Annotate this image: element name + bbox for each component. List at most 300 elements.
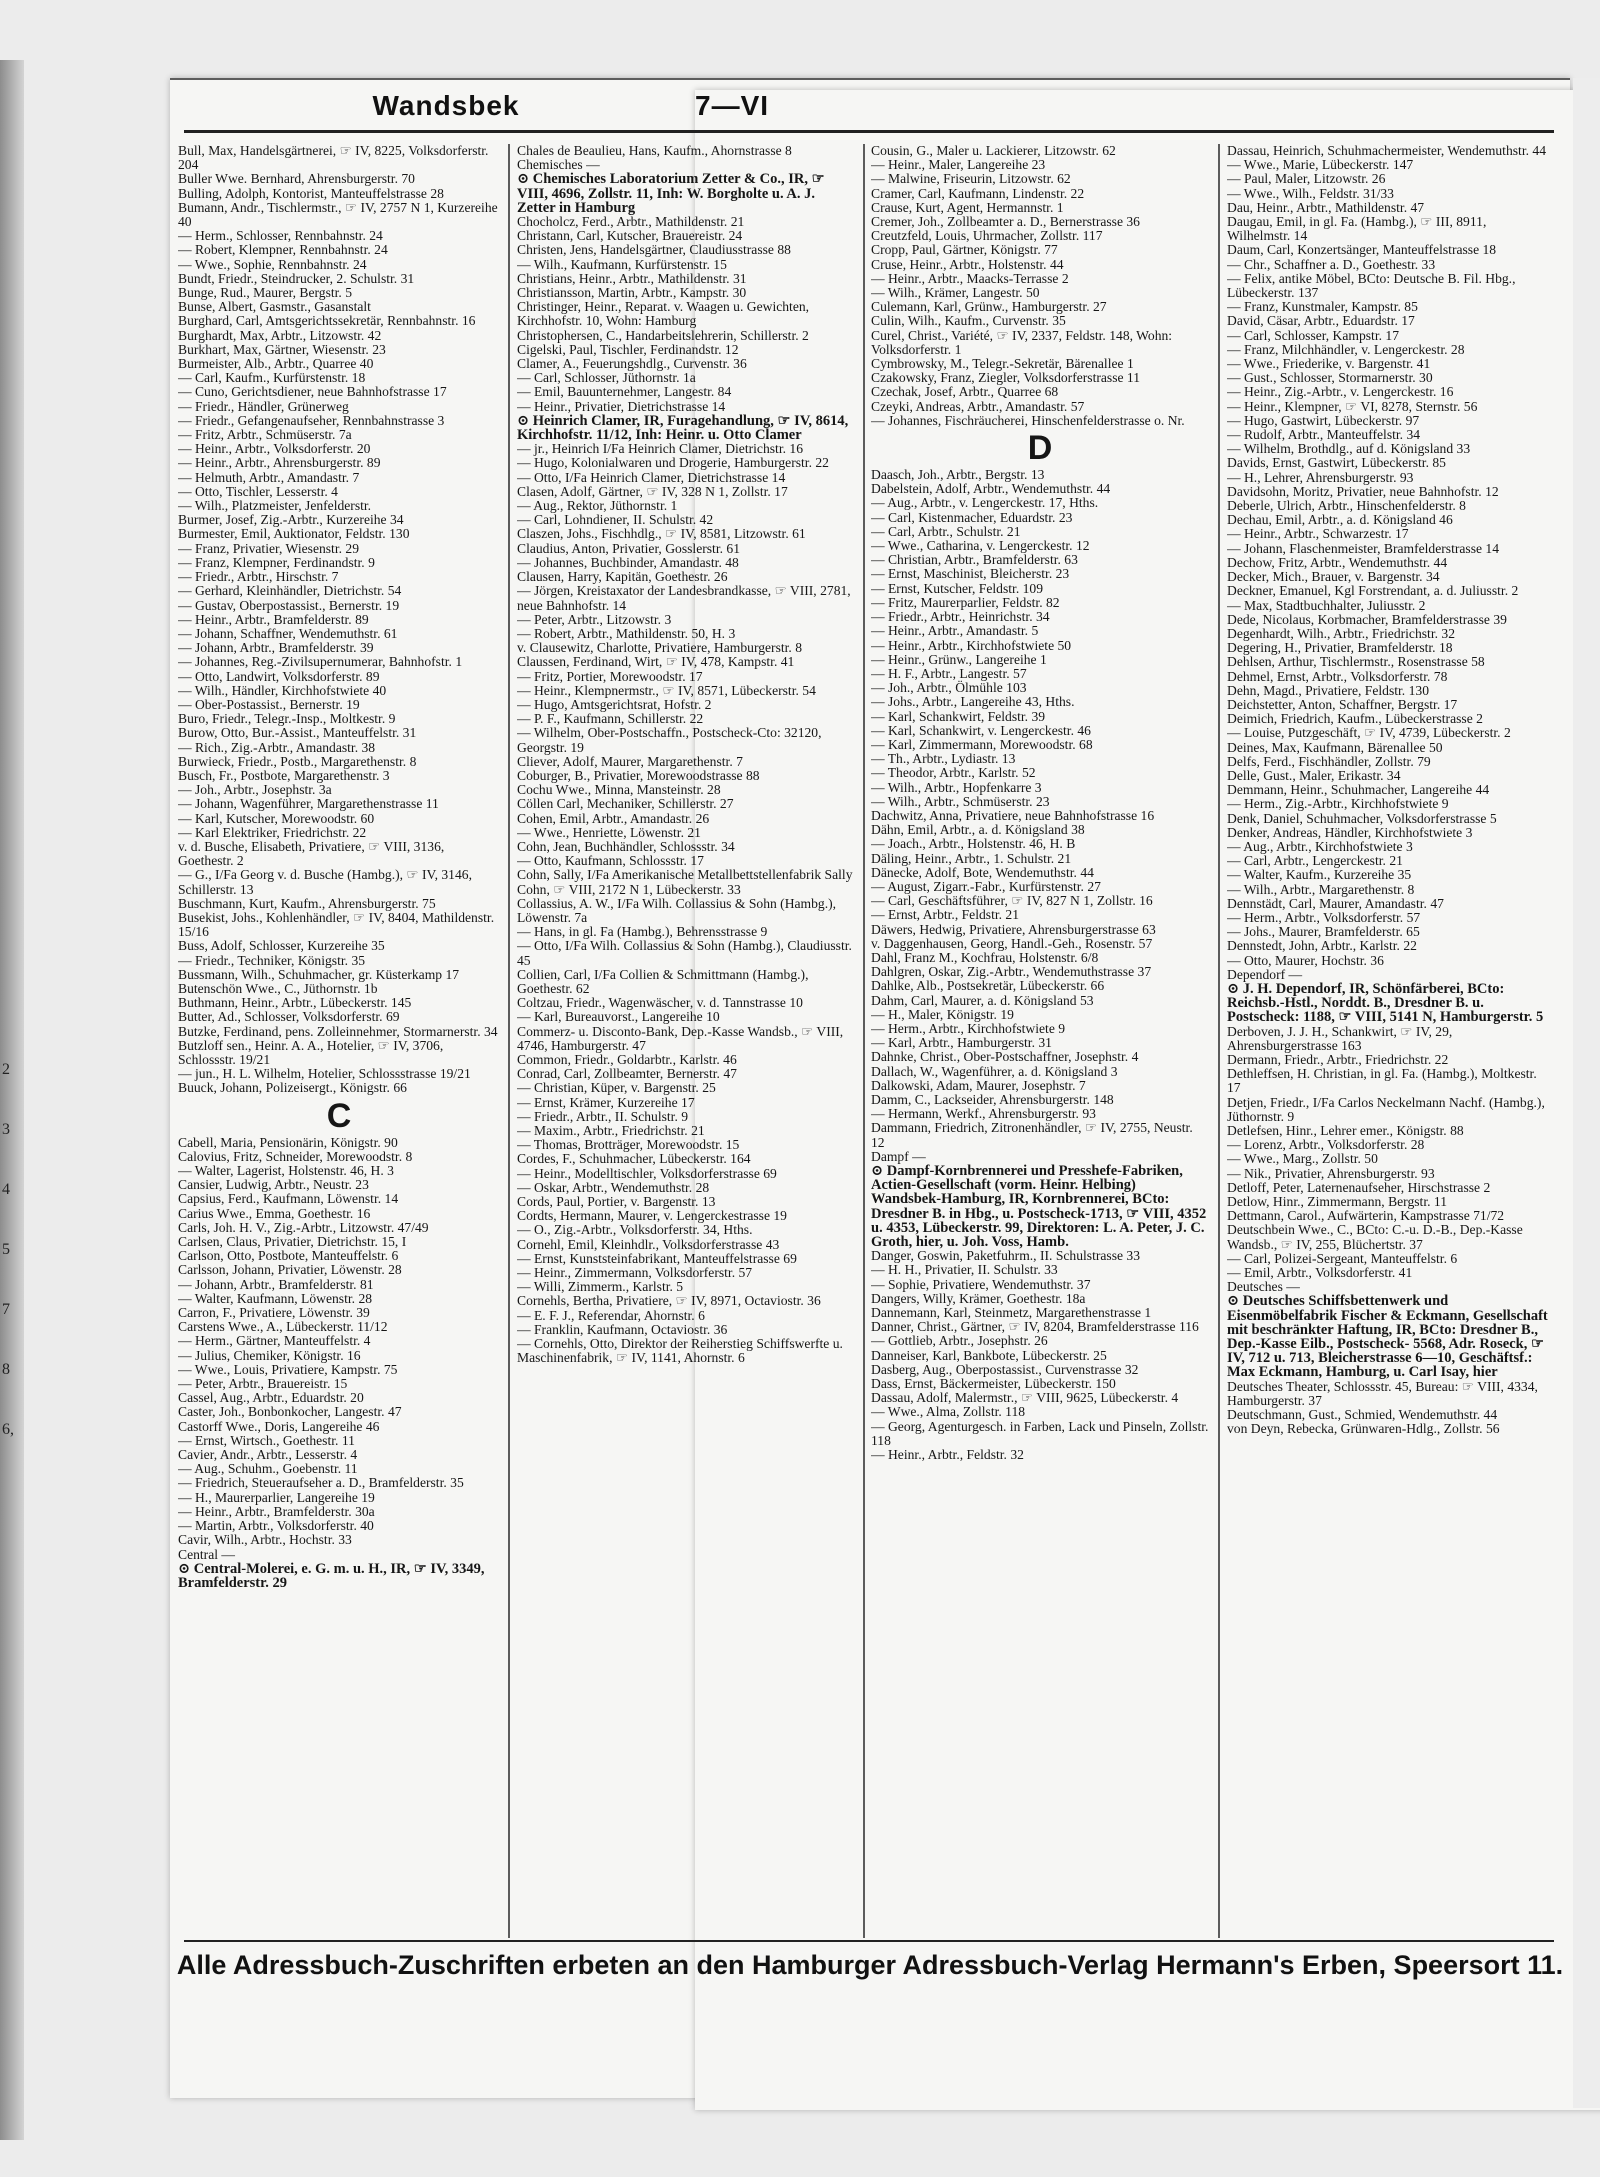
directory-entry: Clamer, A., Feuerungshdlg., Curvenstr. 36 xyxy=(517,356,747,372)
directory-entry: Davids, Ernst, Gastwirt, Lübeckerstr. 85 xyxy=(1227,455,1446,471)
directory-entry: — Christian, Küper, v. Bargenstr. 25 xyxy=(517,1080,716,1096)
directory-entry: Detloff, Peter, Laternenaufseher, Hirschstrasse 2 xyxy=(1227,1179,1491,1195)
directory-entry: — Karl, Zimmermann, Morewoodstr. 68 xyxy=(871,736,1093,752)
directory-entry: Carius Wwe., Emma, Goethestr. 16 xyxy=(178,1205,371,1221)
directory-entry: — Gust., Schlosser, Stormarnerstr. 30 xyxy=(1227,370,1433,386)
directory-entry: von Deyn, Rebecka, Grünwaren-Hdlg., Zollstr. 56 xyxy=(1227,1421,1500,1437)
directory-column-3 xyxy=(871,144,1209,1938)
directory-entry: — Johann, Flaschenmeister, Bramfelderstrasse 14 xyxy=(1227,540,1500,556)
directory-entry: Cavier, Andr., Arbtr., Lesserstr. 4 xyxy=(178,1447,358,1463)
directory-entry: — Hugo, Kolonialwaren und Drogerie, Hamburgerstr. 22 xyxy=(517,455,829,471)
directory-entry: — Heinr., Arbtr., Ahrensburgerstr. 89 xyxy=(178,455,381,471)
directory-entry: Chales de Beaulieu, Hans, Kaufm., Ahornstrasse 8 xyxy=(517,144,792,158)
directory-entry: Culemann, Karl, Grünw., Hamburgerstr. 27 xyxy=(871,299,1107,315)
directory-entry: — Herm., Schlosser, Rennbahnstr. 24 xyxy=(178,228,383,244)
directory-entry: — Wilh., Arbtr., Schmüserstr. 23 xyxy=(871,793,1050,809)
directory-entry: Culin, Wilh., Kaufm., Curvenstr. 35 xyxy=(871,313,1066,329)
directory-entry: Dechau, Emil, Arbtr., a. d. Königsland 46 xyxy=(1227,512,1453,528)
directory-entry: Dabelstein, Adolf, Arbtr., Wendemuthstr. 44 xyxy=(871,481,1111,497)
directory-entry: — Wwe., Marg., Zollstr. 50 xyxy=(1227,1151,1378,1167)
directory-entry: Burghard, Carl, Amtsgerichtssekretär, Rennbahnstr. 16 xyxy=(178,313,476,329)
directory-entry: — Herm., Zig.-Arbtr., Kirchhofstwiete 9 xyxy=(1227,796,1449,812)
directory-entry: — Wilh., Händler, Kirchhofstwiete 40 xyxy=(178,682,387,698)
section-letter: C xyxy=(326,1096,352,1135)
directory-entry: — Fritz, Portier, Morewoodstr. 17 xyxy=(517,668,703,684)
directory-entry: Danger, Goswin, Paketfuhrm., II. Schulstrasse 33 xyxy=(871,1248,1141,1264)
directory-entry: Bulling, Adolph, Kontorist, Manteuffelstrasse 28 xyxy=(178,185,444,201)
directory-entry: — Ernst, Krämer, Kurzereihe 17 xyxy=(517,1094,695,1110)
header-page-number: 7—VI xyxy=(695,90,1600,2110)
directory-entry: — Julius, Chemiker, Königstr. 16 xyxy=(178,1347,361,1363)
directory-entry: Dangers, Willy, Krämer, Goethestr. 18a xyxy=(871,1290,1086,1306)
directory-entry: — Franz, Klempner, Ferdinandstr. 9 xyxy=(178,554,375,570)
directory-entry: — Gottlieb, Arbtr., Josephstr. 26 xyxy=(871,1333,1048,1349)
directory-entry: Deutschbein Wwe., C., BCto: C.-u. D.-B., Dep.-Kasse Wandsb., ☞ IV, 255, Blüchertstr. 37 xyxy=(1227,1222,1523,1252)
page-header xyxy=(170,90,1570,142)
directory-entry: — Wwe., Alma, Zollstr. 118 xyxy=(871,1404,1026,1420)
directory-entry: Cöllen Carl, Mechaniker, Schillerstr. 27 xyxy=(517,796,734,812)
directory-entry: Collien, Carl, I/Fa Collien & Schmittmann (Hambg.), Goethestr. 62 xyxy=(517,966,809,996)
directory-entry: Demmann, Heinr., Schuhmacher, Langereihe 44 xyxy=(1227,782,1490,798)
directory-entry: — Hans, in gl. Fa (Hambg.), Behrensstrasse 9 xyxy=(517,924,768,940)
directory-entry: — Friedr., Händler, Grünerweg xyxy=(178,398,349,414)
directory-entry: — Johann, Arbtr., Bramfelderstr. 39 xyxy=(178,640,374,656)
directory-entry: — Paul, Maler, Litzowstr. 26 xyxy=(1227,171,1386,187)
directory-entry: — Carl, Arbtr., Lengerckestr. 21 xyxy=(1227,853,1403,869)
top-border xyxy=(170,78,1570,80)
directory-entry: — Wilh., Platzmeister, Jenfelderstr. xyxy=(178,498,372,514)
directory-entry: Davidsohn, Moritz, Privatier, neue Bahnhofstr. 12 xyxy=(1227,483,1499,499)
edge-number: 7 xyxy=(2,1301,10,1318)
directory-entry: Burmester, Emil, Auktionator, Feldstr. 130 xyxy=(178,526,410,542)
directory-entry: Buller Wwe. Bernhard, Ahrensburgerstr. 70 xyxy=(178,171,415,187)
directory-entry: Cabell, Maria, Pensionärin, Königstr. 90 xyxy=(178,1134,398,1150)
directory-entry: — Wwe., Henriette, Löwenstr. 21 xyxy=(517,824,701,840)
directory-entry: — Ernst, Kunststeinfabrikant, Manteuffelstrasse 69 xyxy=(517,1250,797,1266)
directory-entry: Dasberg, Aug., Oberpostassist., Curvenstrasse 32 xyxy=(871,1361,1139,1377)
directory-entry: Cramer, Carl, Kaufmann, Lindenstr. 22 xyxy=(871,185,1085,201)
directory-entry: Degenhardt, Wilh., Arbtr., Friedrichstr. 32 xyxy=(1227,625,1455,641)
directory-entry: Cigelski, Paul, Tischler, Ferdinandstr. 12 xyxy=(517,341,739,357)
directory-entry: Bull, Max, Handelsgärtnerei, ☞ IV, 8225, Volksdorferstr. 204 xyxy=(178,144,489,173)
directory-entry: — Carl, Arbtr., Schulstr. 21 xyxy=(871,523,1021,539)
directory-entry: — Oskar, Arbtr., Wendemuthstr. 28 xyxy=(517,1179,710,1195)
directory-entry: Detjen, Friedr., I/Fa Carlos Neckelmann Nachf. (Hambg.), Jüthornstr. 9 xyxy=(1227,1094,1545,1124)
directory-entry: — Heinr., Arbtr., Schwarzestr. 17 xyxy=(1227,526,1409,542)
directory-entry: Calovius, Fritz, Schneider, Morewoodstr. 8 xyxy=(178,1148,413,1164)
directory-entry: — Heinr., Arbtr., Maacks-Terrasse 2 xyxy=(871,270,1069,286)
directory-entry: Cornehl, Emil, Kleinhdlr., Volksdorferstrasse 43 xyxy=(517,1236,780,1252)
directory-entry: Deberle, Ulrich, Arbtr., Hinschenfelderstr. 8 xyxy=(1227,498,1466,514)
directory-entry: Czeyki, Andreas, Arbtr., Amandastr. 57 xyxy=(871,398,1085,414)
directory-entry: Conrad, Carl, Zollbeamter, Bernerstr. 47 xyxy=(517,1066,737,1082)
directory-entry: Dahm, Carl, Maurer, a. d. Königsland 53 xyxy=(871,992,1094,1008)
directory-entry: Carls, Joh. H. V., Zig.-Arbtr., Litzowstr. 47/49 xyxy=(178,1219,429,1235)
directory-entry: Claudius, Anton, Privatier, Gosslerstr. 61 xyxy=(517,540,740,556)
directory-entry: Degering, H., Privatier, Bramfelderstr. 18 xyxy=(1227,640,1453,656)
footer-rule xyxy=(184,1940,1554,1942)
directory-entry: Deines, Max, Kaufmann, Bärenallee 50 xyxy=(1227,739,1443,755)
directory-entry: — Johann, Wagenführer, Margarethenstrasse 11 xyxy=(178,796,439,812)
directory-entry: — O., Zig.-Arbtr., Volksdorferstr. 34, Hths. xyxy=(517,1222,753,1238)
directory-entry: — Heinr., Klempner, ☞ VI, 8278, Sternstr. 56 xyxy=(1227,398,1478,414)
directory-entry: Burmer, Josef, Zig.-Arbtr., Kurzereihe 34 xyxy=(178,512,404,528)
directory-entry: Buuck, Johann, Polizeisergt., Königstr. 66 xyxy=(178,1080,407,1096)
directory-column-1 xyxy=(178,144,500,1938)
directory-entry: Cavir, Wilh., Arbtr., Hochstr. 33 xyxy=(178,1532,352,1548)
directory-entry: Deutsches Theater, Schlossstr. 45, Bureau: ☞ VIII, 4334, Hamburgerstr. 37 xyxy=(1227,1378,1538,1408)
directory-entry: — Heinr., Zimmermann, Volksdorferstr. 57 xyxy=(517,1265,753,1281)
directory-entry: — Max, Stadtbuchhalter, Juliusstr. 2 xyxy=(1227,597,1426,613)
scan-right-margin xyxy=(1573,78,1600,2108)
directory-entry: — H. F., Arbtr., Langestr. 57 xyxy=(871,665,1027,681)
directory-entry: Dähn, Emil, Arbtr., a. d. Königsland 38 xyxy=(871,822,1085,838)
directory-entry: — Walter, Kaufm., Kurzereihe 35 xyxy=(1227,867,1412,883)
directory-entry: Dennstädt, Carl, Maurer, Amandastr. 47 xyxy=(1227,895,1444,911)
directory-entry: Detlefsen, Hinr., Lehrer emer., Königstr. 88 xyxy=(1227,1123,1464,1139)
directory-entry: Cornehls, Bertha, Privatiere, ☞ IV, 8971, Octaviostr. 36 xyxy=(517,1293,821,1309)
directory-entry: Deutschmann, Gust., Schmied, Wendemuthstr. 44 xyxy=(1227,1407,1498,1423)
directory-entry: Cropp, Paul, Gärtner, Königstr. 77 xyxy=(871,242,1058,258)
directory-entry: Dampf — xyxy=(871,1148,926,1164)
directory-entry: — Heinr., Arbtr., Bramfelderstr. 30a xyxy=(178,1503,375,1519)
directory-entry: — Karl Elektriker, Friedrichstr. 22 xyxy=(178,824,367,840)
directory-entry: Busch, Fr., Postbote, Margarethenstr. 3 xyxy=(178,767,390,783)
directory-entry: Christen, Jens, Handelsgärtner, Claudiusstrasse 88 xyxy=(517,242,791,258)
directory-entry: — Peter, Arbtr., Brauereistr. 15 xyxy=(178,1376,348,1392)
directory-entry: Detlow, Hinr., Zimmermann, Bergstr. 11 xyxy=(1227,1194,1447,1210)
directory-entry: — Emil, Bauunternehmer, Langestr. 84 xyxy=(517,384,732,400)
directory-entry: Deimich, Friedrich, Kaufm., Lübeckerstrasse 2 xyxy=(1227,711,1483,727)
directory-entry: Dassau, Adolf, Malermstr., ☞ VIII, 9625, Lübeckerstr. 4 xyxy=(871,1390,1179,1406)
directory-entry: Dede, Nicolaus, Korbmacher, Bramfelderstrasse 39 xyxy=(1227,611,1507,627)
directory-entry: — Karl, Arbtr., Hamburgerstr. 31 xyxy=(871,1035,1052,1051)
directory-entry: Burwieck, Friedr., Postb., Margarethenstr. 8 xyxy=(178,753,417,769)
directory-entry: Coburger, B., Privatier, Morewoodstrasse 88 xyxy=(517,767,760,783)
directory-entry: v. Daggenhausen, Georg, Handl.-Geh., Rosenstr. 57 xyxy=(871,935,1153,951)
directory-entry: Deichstetter, Anton, Schaffner, Bergstr. 17 xyxy=(1227,696,1458,712)
directory-entry: Dammann, Friedrich, Zitronenhändler, ☞ IV, 2755, Neustr. 12 xyxy=(871,1120,1193,1150)
directory-entry: — Karl, Schankwirt, v. Lengerckestr. 46 xyxy=(871,722,1091,738)
column-divider xyxy=(508,144,510,1938)
directory-entry: — Herm., Arbtr., Volksdorferstr. 57 xyxy=(1227,909,1421,925)
directory-entry: — August, Zigarr.-Fabr., Kurfürstenstr. 27 xyxy=(871,878,1101,894)
directory-entry: Clasen, Adolf, Gärtner, ☞ IV, 328 N 1, Zollstr. 17 xyxy=(517,483,788,499)
directory-entry: Carlson, Otto, Postbote, Manteuffelstr. 6 xyxy=(178,1248,399,1264)
directory-entry: — Johannes, Buchbinder, Amandastr. 48 xyxy=(517,554,739,570)
directory-entry: Dalkowski, Adam, Maurer, Josephstr. 7 xyxy=(871,1077,1086,1093)
directory-entry: — Franz, Privatier, Wiesenstr. 29 xyxy=(178,540,360,556)
directory-entry: — Aug., Arbtr., v. Lengerckestr. 17, Hths. xyxy=(871,495,1099,511)
directory-entry: Cymbrowsky, M., Telegr.-Sekretär, Bärenallee 1 xyxy=(871,356,1134,372)
directory-entry: Christinger, Heinr., Reparat. v. Waagen u. Gewichten, Kirchhofstr. 10, Wohn: Hamburg xyxy=(517,299,810,329)
directory-entry: Dassau, Heinrich, Schuhmachermeister, Wendemuthstr. 44 xyxy=(1227,144,1546,158)
directory-entry: — Georg, Agenturgesch. in Farben, Lack und Pinseln, Zollstr. 118 xyxy=(871,1418,1209,1448)
directory-entry: — Chr., Schaffner a. D., Goethestr. 33 xyxy=(1227,256,1436,272)
directory-entry: Dahl, Franz M., Kochfrau, Holstenstr. 6/8 xyxy=(871,949,1099,965)
directory-page xyxy=(170,78,1570,2098)
directory-entry: — Gerhard, Kleinhändler, Dietrichstr. 54 xyxy=(178,583,402,599)
directory-entry: — Lorenz, Arbtr., Volksdorferstr. 28 xyxy=(1227,1137,1425,1153)
directory-entry: — Cornehls, Otto, Direktor der Reiherstieg Schiffswerfte u. Maschinenfabrik, ☞ IV, 1141, Ahornstr. 6 xyxy=(517,1336,843,1366)
directory-entry: — Johann, Arbtr., Bramfelderstr. 81 xyxy=(178,1276,374,1292)
directory-entry: Daugau, Emil, in gl. Fa. (Hambg.), ☞ III, 8911, Wilhelmstr. 14 xyxy=(1227,214,1487,244)
directory-entry: — Robert, Arbtr., Mathildenstr. 50, H. 3 xyxy=(517,625,736,641)
directory-entry: Bussmann, Wilh., Schuhmacher, gr. Küsterkamp 17 xyxy=(178,966,460,982)
directory-entry: Dannemann, Karl, Steinmetz, Margarethenstrasse 1 xyxy=(871,1305,1152,1321)
directory-entry: — Rich., Zig.-Arbtr., Amandastr. 38 xyxy=(178,739,376,755)
firm-entry: ⊙ Chemisches Laboratorium Zetter & Co., IR, ☞ VIII, 4696, Zollstr. 11, Inh: W. Borgholte u. A. J. Zetter in Hamburg xyxy=(517,171,825,216)
directory-entry: — Otto, Tischler, Lesserstr. 4 xyxy=(178,483,338,499)
directory-entry: — Emil, Arbtr., Volksdorferstr. 41 xyxy=(1227,1265,1413,1281)
directory-entry: Carron, F., Privatiere, Löwenstr. 39 xyxy=(178,1305,370,1321)
directory-entry: — Joh., Arbtr., Josephstr. 3a xyxy=(178,782,332,798)
directory-entry: — Fritz, Arbtr., Schmüserstr. 7a xyxy=(178,427,352,443)
directory-entry: Derboven, J. J. H., Schankwirt, ☞ IV, 29, Ahrensburgerstrasse 163 xyxy=(1227,1023,1453,1053)
directory-entry: Christians, Heinr., Arbtr., Mathildenstr. 31 xyxy=(517,270,747,286)
directory-column-2 xyxy=(517,144,855,1938)
directory-entry: — Heinr., Zig.-Arbtr., v. Lengerckestr. 16 xyxy=(1227,384,1454,400)
directory-entry: Denk, Daniel, Schuhmacher, Volksdorferstrasse 5 xyxy=(1227,810,1497,826)
directory-entry: — Wilh., Krämer, Langestr. 50 xyxy=(871,285,1040,301)
directory-entry: — Herm., Arbtr., Kirchhofstwiete 9 xyxy=(871,1020,1066,1036)
directory-entry: v. Clausewitz, Charlotte, Privatiere, Hamburgerstr. 8 xyxy=(517,640,803,656)
directory-entry: — Wilh., Arbtr., Hopfenkarre 3 xyxy=(871,779,1042,795)
directory-entry: Däwers, Hedwig, Privatiere, Ahrensburgerstrasse 63 xyxy=(871,921,1156,937)
directory-entry: Burmeister, Alb., Arbtr., Quarree 40 xyxy=(178,356,374,372)
directory-entry: Caster, Joh., Bonbonkocher, Langestr. 47 xyxy=(178,1404,402,1420)
directory-entry: Curel, Christ., Variété, ☞ IV, 2337, Feldstr. 148, Wohn: Volksdorferstr. 1 xyxy=(871,327,1173,357)
directory-entry: Christiansson, Martin, Arbtr., Kampstr. 30 xyxy=(517,285,747,301)
edge-number: 4 xyxy=(2,1181,10,1198)
directory-entry: — Thomas, Brotträger, Morewoodstr. 15 xyxy=(517,1137,740,1153)
directory-entry: — Sophie, Privatiere, Wendemuthstr. 37 xyxy=(871,1276,1091,1292)
directory-entry: Cohen, Emil, Arbtr., Amandastr. 26 xyxy=(517,810,710,826)
directory-entry: Cordts, Hermann, Maurer, v. Lengerckestrasse 19 xyxy=(517,1208,787,1224)
directory-entry: — Friedr., Techniker, Königstr. 35 xyxy=(178,952,366,968)
header-left-title: Wandsbek xyxy=(372,90,520,121)
directory-entry: — Wwe., Wilh., Feldstr. 31/33 xyxy=(1227,185,1394,201)
directory-entry: — H., Maurerparlier, Langereihe 19 xyxy=(178,1489,375,1505)
directory-entry: Christophersen, C., Handarbeitslehrerin, Schillerstr. 2 xyxy=(517,327,809,343)
directory-entry: Chocholcz, Ferd., Arbtr., Mathildenstr. 21 xyxy=(517,214,745,230)
directory-entry: — Jörgen, Kreistaxator der Landesbrandkasse, ☞ VIII, 2781, neue Bahnhofstr. 14 xyxy=(517,583,851,613)
directory-entry: Daasch, Joh., Arbtr., Bergstr. 13 xyxy=(871,467,1045,483)
directory-entry: Dettmann, Carol., Aufwärterin, Kampstrasse 71/72 xyxy=(1227,1208,1505,1224)
edge-number: 6, xyxy=(2,1421,14,1438)
directory-entry: — Ernst, Kutscher, Feldstr. 109 xyxy=(871,580,1044,596)
directory-entry: Coltzau, Friedr., Wagenwäscher, v. d. Tannstrasse 10 xyxy=(517,995,803,1011)
directory-entry: — Friedr., Gefangenaufseher, Rennbahnstrasse 3 xyxy=(178,412,445,428)
header-rule xyxy=(184,130,1554,133)
directory-entry: — P. F., Kaufmann, Schillerstr. 22 xyxy=(517,711,704,727)
directory-entry: — Christian, Arbtr., Bramfelderstr. 63 xyxy=(871,552,1078,568)
directory-entry: — Wilhelm, Brothdlg., auf d. Königsland 33 xyxy=(1227,441,1471,457)
directory-entry: — Aug., Rektor, Jüthornstr. 1 xyxy=(517,498,678,514)
edge-number: 5 xyxy=(2,1241,10,1258)
directory-entry: Dau, Heinr., Arbtr., Mathildenstr. 47 xyxy=(1227,199,1425,215)
edge-number: 8 xyxy=(2,1361,10,1378)
directory-entry: Delfs, Ferd., Fischhändler, Zollstr. 79 xyxy=(1227,753,1431,769)
directory-entry: — Ernst, Arbtr., Feldstr. 21 xyxy=(871,907,1020,923)
directory-entry: Cruse, Heinr., Arbtr., Holstenstr. 44 xyxy=(871,256,1064,272)
directory-entry: — H., Lehrer, Ahrensburgerstr. 93 xyxy=(1227,469,1414,485)
directory-entry: — Heinr., Modelltischler, Volksdorferstrasse 69 xyxy=(517,1165,777,1181)
directory-entry: Crause, Kurt, Agent, Hermannstr. 1 xyxy=(871,199,1064,215)
directory-entry: David, Cäsar, Arbtr., Eduardstr. 17 xyxy=(1227,313,1415,329)
directory-entry: Dänecke, Adolf, Bote, Wendemuthstr. 44 xyxy=(871,864,1094,880)
directory-entry: Christann, Carl, Kutscher, Brauereistr. 24 xyxy=(517,228,743,244)
directory-entry: Cassel, Aug., Arbtr., Eduardstr. 20 xyxy=(178,1390,364,1406)
directory-entry: — H., Maler, Königstr. 19 xyxy=(871,1006,1014,1022)
directory-entry: Carlsson, Johann, Privatier, Löwenstr. 28 xyxy=(178,1262,402,1278)
directory-entry: — Aug., Arbtr., Kirchhofstwiete 3 xyxy=(1227,838,1413,854)
directory-entry: Danner, Christ., Gärtner, ☞ IV, 8204, Bramfelderstrasse 116 xyxy=(871,1319,1199,1335)
directory-entry: — Wwe., Louis, Privatiere, Kampstr. 75 xyxy=(178,1361,398,1377)
directory-entry: Dermann, Friedr., Arbtr., Friedrichstr. 22 xyxy=(1227,1052,1449,1067)
directory-entry: Czakowsky, Franz, Ziegler, Volksdorferstrasse 11 xyxy=(871,370,1141,386)
directory-entry: Capsius, Ferd., Kaufmann, Löwenstr. 14 xyxy=(178,1191,399,1207)
directory-entry: — Maxim., Arbtr., Friedrichstr. 21 xyxy=(517,1123,705,1139)
directory-entry: — Carl, Polizei-Sergeant, Manteuffelstr. 6 xyxy=(1227,1250,1458,1266)
publisher-footer: Alle Adressbuch-Zuschriften erbeten an den Hamburger Adressbuch-Verlag Hermann's Erben, Speersort 11. xyxy=(176,1950,1564,1980)
directory-entry: — Rudolf, Arbtr., Manteuffelstr. 34 xyxy=(1227,427,1421,443)
directory-entry: — Walter, Kaufmann, Löwenstr. 28 xyxy=(178,1290,373,1306)
directory-entry: Carlsen, Claus, Privatier, Dietrichstr. 15, I xyxy=(178,1234,407,1250)
directory-entry: — Felix, antike Möbel, BCto: Deutsche B. Fil. Hbg., Lübeckerstr. 137 xyxy=(1227,270,1516,301)
directory-entry: — Karl, Schankwirt, Feldstr. 39 xyxy=(871,708,1046,724)
directory-entry: Cochu Wwe., Minna, Mansteinstr. 28 xyxy=(517,782,721,798)
directory-entry: Dehn, Magd., Privatiere, Feldstr. 130 xyxy=(1227,682,1429,698)
directory-entry: — Ernst, Maschinist, Bleicherstr. 23 xyxy=(871,566,1070,582)
directory-entry: — Malwine, Friseurin, Litzowstr. 62 xyxy=(871,171,1071,187)
directory-entry: — Theodor, Arbtr., Karlstr. 52 xyxy=(871,765,1036,781)
directory-entry: — Carl, Geschäftsführer, ☞ IV, 827 N 1, Zollstr. 16 xyxy=(871,893,1153,909)
directory-entry: Cliever, Adolf, Maurer, Margarethenstr. 7 xyxy=(517,753,743,769)
directory-entry: Carstens Wwe., A., Lübeckerstr. 11/12 xyxy=(178,1319,388,1335)
directory-entry: — Heinr., Arbtr., Feldstr. 32 xyxy=(871,1447,1024,1463)
directory-entry: Bumann, Andr., Tischlermstr., ☞ IV, 2757 N 1, Kurzereihe 40 xyxy=(178,199,498,230)
directory-entry: Claszen, Johs., Fischhdlg., ☞ IV, 8581, Litzowstr. 61 xyxy=(517,526,806,542)
directory-entry: — Carl, Kistenmacher, Eduardstr. 23 xyxy=(871,509,1073,525)
directory-entry: Chemisches — xyxy=(517,157,600,173)
directory-entry: Decker, Mich., Brauer, v. Bargenstr. 34 xyxy=(1227,569,1440,585)
directory-entry: Delle, Gust., Maler, Erikastr. 34 xyxy=(1227,767,1401,783)
directory-entry: Damm, C., Lackseider, Ahrensburgerstr. 148 xyxy=(871,1092,1114,1107)
directory-entry: — Carl, Schlosser, Kampstr. 17 xyxy=(1227,327,1400,343)
directory-entry: Common, Friedr., Goldarbtr., Karlstr. 46 xyxy=(517,1052,737,1067)
directory-entry: — jr., Heinrich I/Fa Heinrich Clamer, Dietrichstr. 16 xyxy=(517,441,803,457)
directory-entry: — Ernst, Wirtsch., Goethestr. 11 xyxy=(178,1432,355,1448)
directory-entry: — Heinr., Privatier, Dietrichstrasse 14 xyxy=(517,398,726,414)
directory-entry: — Otto, Landwirt, Volksdorferstr. 89 xyxy=(178,668,380,684)
directory-entry: — Hermann, Werkf., Ahrensburgerstr. 93 xyxy=(871,1106,1096,1122)
directory-entry: — Otto, I/Fa Heinrich Clamer, Dietrichstrasse 14 xyxy=(517,469,786,485)
directory-entry: — Hugo, Amtsgerichtsrat, Hofstr. 2 xyxy=(517,696,712,712)
directory-entry: Butzke, Ferdinand, pens. Zolleinnehmer, Stormarnerstr. 34 xyxy=(178,1023,498,1039)
directory-entry: Buss, Adolf, Schlosser, Kurzereihe 35 xyxy=(178,938,385,954)
directory-entry: Dehlsen, Arthur, Tischlermstr., Rosenstrasse 58 xyxy=(1227,654,1485,670)
directory-entry: — Johann, Schaffner, Wendemuthstr. 61 xyxy=(178,625,398,641)
directory-entry: Dallach, W., Wagenführer, a. d. Königsland 3 xyxy=(871,1063,1118,1079)
directory-entry: — Walter, Lagerist, Holstenstr. 46, H. 3 xyxy=(178,1163,394,1179)
directory-entry: Cords, Paul, Portier, v. Bargenstr. 13 xyxy=(517,1194,716,1210)
directory-entry: — Martin, Arbtr., Volksdorferstr. 40 xyxy=(178,1518,374,1534)
directory-entry: — Aug., Schuhm., Goebenstr. 11 xyxy=(178,1461,358,1477)
directory-entry: — Heinr., Arbtr., Amandastr. 5 xyxy=(871,623,1039,639)
directory-entry: — Karl, Kutscher, Morewoodstr. 60 xyxy=(178,810,375,826)
directory-entry: Bundt, Friedr., Steindrucker, 2. Schulstr. 31 xyxy=(178,270,415,286)
directory-entry: — Heinr., Arbtr., Kirchhofstwiete 50 xyxy=(871,637,1072,653)
directory-entry: — Otto, Kaufmann, Schlossstr. 17 xyxy=(517,853,704,869)
directory-entry: — Heinr., Maler, Langereihe 23 xyxy=(871,157,1046,173)
directory-entry: — Peter, Arbtr., Litzowstr. 3 xyxy=(517,611,672,627)
directory-entry: — Franz, Milchhändler, v. Lengerckestr. 28 xyxy=(1227,341,1465,357)
directory-entry: Deutsches — xyxy=(1227,1279,1300,1295)
directory-entry: Bunge, Rud., Maurer, Bergstr. 5 xyxy=(178,285,353,301)
directory-entry: — Cuno, Gerichtsdiener, neue Bahnhofstrasse 17 xyxy=(178,384,447,400)
directory-entry: Creutzfeld, Louis, Uhrmacher, Zollstr. 117 xyxy=(871,228,1103,244)
directory-entry: Buro, Friedr., Telegr.-Insp., Moltkestr. 9 xyxy=(178,711,396,727)
column-divider xyxy=(1218,144,1220,1938)
directory-entry: — Wilh., Arbtr., Margarethenstr. 8 xyxy=(1227,881,1415,897)
directory-entry: Dependorf — xyxy=(1227,966,1303,982)
directory-entry: — Helmuth, Arbtr., Amandastr. 7 xyxy=(178,469,360,485)
directory-entry: — G., I/Fa Georg v. d. Busche (Hambg.), ☞ IV, 3146, Schillerstr. 13 xyxy=(178,867,472,897)
directory-entry: — Friedr., Arbtr., Heinrichstr. 34 xyxy=(871,609,1050,625)
directory-entry: — E. F. J., Referendar, Ahornstr. 6 xyxy=(517,1307,705,1323)
firm-entry: ⊙ Heinrich Clamer, IR, Furagehandlung, ☞ IV, 8614, Kirchhofstr. 11/12, Inh: Heinr. u. Otto Clamer xyxy=(517,412,849,444)
directory-entry: — Robert, Klempner, Rennbahnstr. 24 xyxy=(178,242,388,258)
directory-entry: — Nik., Privatier, Ahrensburgerstr. 93 xyxy=(1227,1165,1435,1181)
firm-entry: ⊙ Dampf-Kornbrennerei und Presshefe-Fabriken, Actien-Gesellschaft (vorm. Heinr. Helbing) Wandsbek-Hamburg, IR, Kornbrennerei, BCto: Dresdner B. in Hbg., u. Postscheck-1713, ☞ VIII, 4352 u. 4353, Lübeckerstr. 99, Direktoren: L. A. Peter, J. C. Groth, hier, u. Joh. Voss, Hamb. xyxy=(871,1163,1207,1251)
directory-entry: — Franz, Kunstmaler, Kampstr. 85 xyxy=(1227,299,1418,315)
directory-entry: — Franklin, Kaufmann, Octaviostr. 36 xyxy=(517,1321,728,1337)
directory-entry: — Johannes, Reg.-Zivilsupernumerar, Bahnhofstr. 1 xyxy=(178,654,463,670)
directory-entry: Collassius, A. W., I/Fa Wilh. Collassius & Sohn (Hambg.), Löwenstr. 7a xyxy=(517,895,837,925)
directory-entry: Cansier, Ludwig, Arbtr., Neustr. 23 xyxy=(178,1177,369,1193)
directory-entry: Burghardt, Max, Arbtr., Litzowstr. 42 xyxy=(178,327,382,343)
directory-entry: — jun., H. L. Wilhelm, Hotelier, Schlossstrasse 19/21 xyxy=(178,1066,471,1082)
directory-entry: — Johannes, Fischräucherei, Hinschenfelderstrasse o. Nr. xyxy=(871,412,1185,428)
directory-entry: — Heinr., Klempnermstr., ☞ IV, 8571, Lübeckerstr. 54 xyxy=(517,682,816,698)
directory-entry: — Johs., Maurer, Bramfelderstr. 65 xyxy=(1227,924,1420,940)
directory-entry: Claussen, Ferdinand, Wirt, ☞ IV, 478, Kampstr. 41 xyxy=(517,654,795,670)
directory-entry: Dahnke, Christ., Ober-Postschaffner, Josephstr. 4 xyxy=(871,1049,1139,1065)
directory-entry: Deckner, Emanuel, Kgl Forstrendant, a. d. Juliusstr. 2 xyxy=(1227,583,1519,599)
directory-entry: — Herm., Gärtner, Manteuffelstr. 4 xyxy=(178,1333,371,1349)
directory-entry: Cousin, G., Maler u. Lackierer, Litzowstr. 62 xyxy=(871,144,1116,158)
directory-entry: Dass, Ernst, Bäckermeister, Lübeckerstr. 150 xyxy=(871,1376,1116,1392)
directory-entry: Castorff Wwe., Doris, Langereihe 46 xyxy=(178,1418,380,1434)
directory-entry: — Fritz, Maurerparlier, Feldstr. 82 xyxy=(871,594,1060,610)
directory-entry: Burow, Otto, Bur.-Assist., Manteuffelstr. 31 xyxy=(178,725,417,741)
directory-entry: — Carl, Kaufm., Kurfürstenstr. 18 xyxy=(178,370,366,386)
directory-entry: Buthmann, Heinr., Arbtr., Lübeckerstr. 145 xyxy=(178,995,412,1011)
directory-entry: Butzloff sen., Heinr. A. A., Hotelier, ☞ IV, 3706, Schlossstr. 19/21 xyxy=(178,1037,444,1067)
edge-number: 3 xyxy=(2,1121,10,1138)
directory-entry: — Th., Arbtr., Lydiastr. 13 xyxy=(871,751,1016,767)
directory-entry: — Wilhelm, Ober-Postschaffn., Postscheck-Cto: 32120, Georgstr. 19 xyxy=(517,725,822,755)
directory-entry: — Otto, Maurer, Hochstr. 36 xyxy=(1227,952,1384,968)
directory-entry: Clausen, Harry, Kapitän, Goethestr. 26 xyxy=(517,569,728,585)
directory-columns xyxy=(178,144,1552,1938)
scan-edge-fragment xyxy=(2,1040,22,1460)
directory-entry: — Wwe., Marie, Lübeckerstr. 147 xyxy=(1227,157,1414,173)
directory-entry: — Karl, Bureauvorst., Langereihe 10 xyxy=(517,1009,720,1025)
directory-entry: Denker, Andreas, Händler, Kirchhofstwiete 3 xyxy=(1227,824,1473,840)
directory-entry: — Willi, Zimmerm., Karlstr. 5 xyxy=(517,1279,684,1295)
